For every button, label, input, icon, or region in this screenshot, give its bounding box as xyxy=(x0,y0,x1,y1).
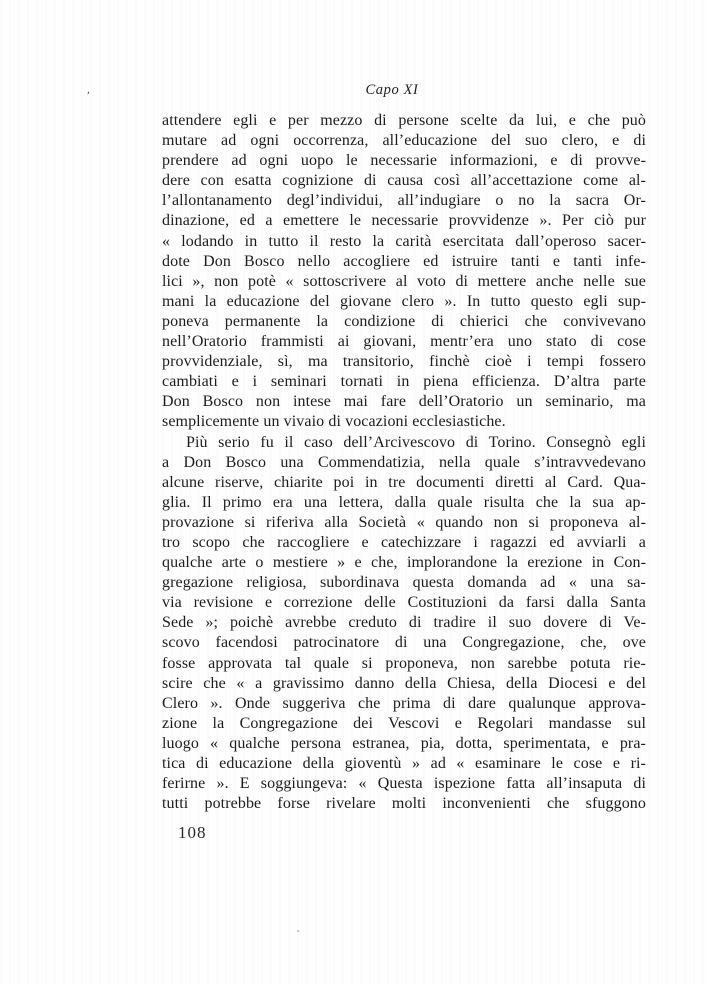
text-line: fosse approvata tal quale si proponeva, non sarebbe potuta rie- xyxy=(162,654,646,672)
text-line: cambiati e i seminari tornati in piena efficienza. D’altra parte xyxy=(162,373,646,391)
text-line: dinazione, ed a emettere le necessarie provvidenze ». Per ciò pur xyxy=(162,212,646,230)
scan-speck: ’ xyxy=(85,89,91,103)
running-header-chapter: Capo XI xyxy=(365,82,419,98)
text-line: nell’Oratorio frammisti ai giovani, mentr’era uno stato di cose xyxy=(162,333,646,351)
text-line: dere con esatta cognizione di causa così all’accettazione come al- xyxy=(162,172,646,190)
text-line: luogo « qualche persona estranea, pia, dotta, sperimentata, e pra- xyxy=(162,734,646,752)
text-line: prendere ad ogni uopo le necessarie informazioni, e di provve- xyxy=(162,152,646,170)
text-line: poneva permanente la condizione di chierici che convivevano xyxy=(162,312,646,330)
text-line: mani la educazione del giovane clero ». In tutto questo egli sup- xyxy=(162,292,646,310)
text-line: provazione si riferiva alla Società « quando non si proponeva al- xyxy=(162,513,646,531)
paragraph xyxy=(162,433,646,815)
text-line: attendere egli e per mezzo di persone scelte da lui, e che può xyxy=(162,112,646,129)
text-line: alcune riserve, chiarite poi in tre documenti diretti al Card. Qua- xyxy=(162,473,646,491)
text-line: glia. Il primo era una lettera, dalla quale risulta che la sua ap- xyxy=(162,493,646,511)
text-line: l’allontanamento degl’individui, all’indugiare o no la sacra Or- xyxy=(162,192,646,210)
text-line: dote Don Bosco nello accogliere ed istruire tanti e tanti infe- xyxy=(162,252,646,270)
text-line: scovo facendosi patrocinatore di una Congregazione, che, ove xyxy=(162,634,646,652)
text-line: gregazione religiosa, subordinava questa domanda ad « una sa- xyxy=(162,574,646,592)
text-line: Don Bosco non intese mai fare dell’Oratorio un seminario, ma xyxy=(162,393,646,411)
text-line: mutare ad ogni occorrenza, all’educazione del suo clero, e di xyxy=(162,132,646,150)
text-line: tro scopo che raccogliere e catechizzare i ragazzi ed avviarli a xyxy=(162,533,646,551)
text-line: tica di educazione della gioventù » ad « esaminare le cose e ri- xyxy=(162,755,646,772)
text-line: Più serio fu il caso dell’Arcivescovo di Torino. Consegnò egli xyxy=(186,433,646,451)
text-line: a Don Bosco una Commendatizia, nella quale s’intravvedevano xyxy=(162,453,646,471)
text-line: via revisione e correzione delle Costituzioni da farsi dalla Santa xyxy=(162,594,646,612)
text-line: lici », non potè « sottoscrivere al voto di mettere anche nelle sue xyxy=(162,272,646,290)
text-line: Clero ». Onde suggeriva che prima di dare qualunque approva- xyxy=(162,694,646,712)
text-line: zione la Congregazione dei Vescovi e Regolari mandasse sul xyxy=(162,714,646,732)
text-line: provvidenziale, sì, ma transitorio, finchè cioè i tempi fossero xyxy=(162,353,646,371)
text-line: ferirne ». E soggiungeva: « Questa ispezione fatta all’insaputa di xyxy=(162,775,646,793)
text-line: qualche arte o mestiere » e che, implorandone la erezione in Con- xyxy=(162,554,646,572)
text-line: semplicemente un vivaio di vocazioni ecclesiastiche. xyxy=(162,413,506,431)
text-line: scire che « a gravissimo danno della Chiesa, della Diocesi e del xyxy=(162,674,646,692)
body-text xyxy=(162,111,646,814)
paragraph xyxy=(162,111,646,433)
text-line: tutti potrebbe forse rivelare molti inconvenienti che sfuggono xyxy=(162,795,646,813)
scan-speck xyxy=(297,930,299,932)
page-number: 108 xyxy=(178,823,207,842)
text-line: « lodando in tutto il resto la carità esercitata dall’operoso sacer- xyxy=(162,232,646,250)
text-line: Sede »; poichè avrebbe creduto di tradire il suo dovere di Ve- xyxy=(162,614,646,632)
